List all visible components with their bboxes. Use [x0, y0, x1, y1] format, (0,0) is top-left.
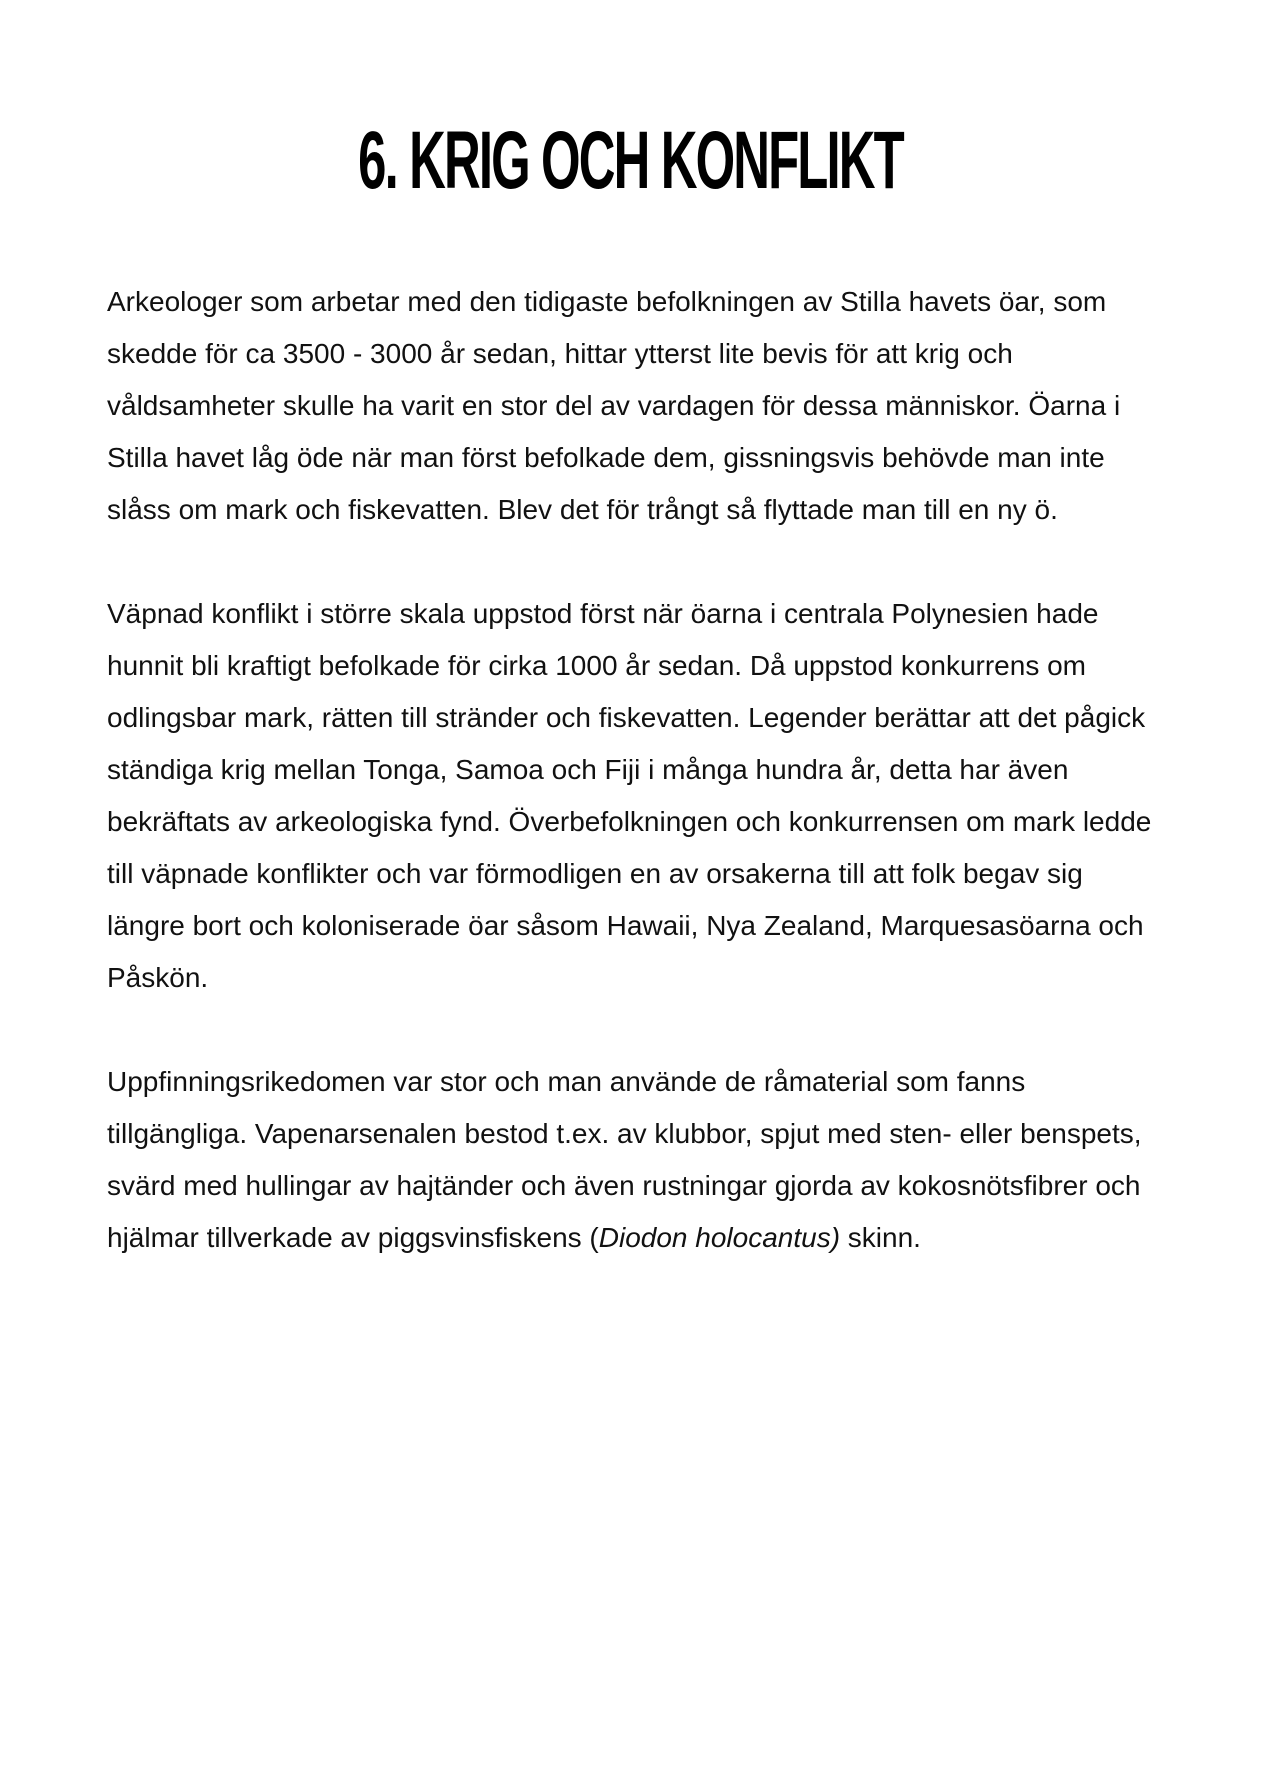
paragraph-2: Väpnad konflikt i större skala uppstod först när öarna i centrala Polynesien hade hunnit bli kraftigt befolkade för cirka 1000 år sedan. Då uppstod konkurrens om odlingsbar mark, rätten till stränder och fiskevatten. Legender berättar att det pågick ständiga krig mellan Tonga, Samoa och Fiji i många hundra år, detta har även bekräftats av arkeologiska fynd. Överbefolkningen och konkurrensen om mark ledde till väpnade konflikter och var förmodligen en av orsakerna till att folk begav sig längre bort och koloniserade öar såsom Hawaii, Nya Zealand, Marquesasöarna och Påskön.: [107, 598, 1152, 993]
document-body: [107, 276, 1167, 1316]
paragraph-1: Arkeologer som arbetar med den tidigaste befolkningen av Stilla havets öar, som skedde för ca 3500 - 3000 år sedan, hittar ytterst lite bevis för att krig och våldsamheter skulle ha varit en stor del av vardagen för dessa människor. Öarna i Stilla havet låg öde när man först befolkade dem, gissningsvis behövde man inte slåss om mark och fiskevatten. Blev det för trångt så flyttade man till en ny ö.: [107, 286, 1121, 525]
paragraph-3-text-before: Uppfinningsrikedomen var stor och man använde de råmaterial som fanns tillgängliga. Vapenarsenalen bestod t.ex. av klubbor, spjut med sten- eller benspets, svärd med hullingar av hajtänder och även rustningar gjorda av kokosnötsfibrer och hjälmar tillverkade av piggsvinsfiskens (: [107, 1066, 1142, 1253]
species-name: Diodon holocantus): [598, 1222, 841, 1253]
paragraph-3-text-after: skinn.: [840, 1222, 921, 1253]
paragraph-3: [107, 1056, 1167, 1264]
page-title: 6. KRIG OCH KONFLIKT: [358, 115, 903, 206]
